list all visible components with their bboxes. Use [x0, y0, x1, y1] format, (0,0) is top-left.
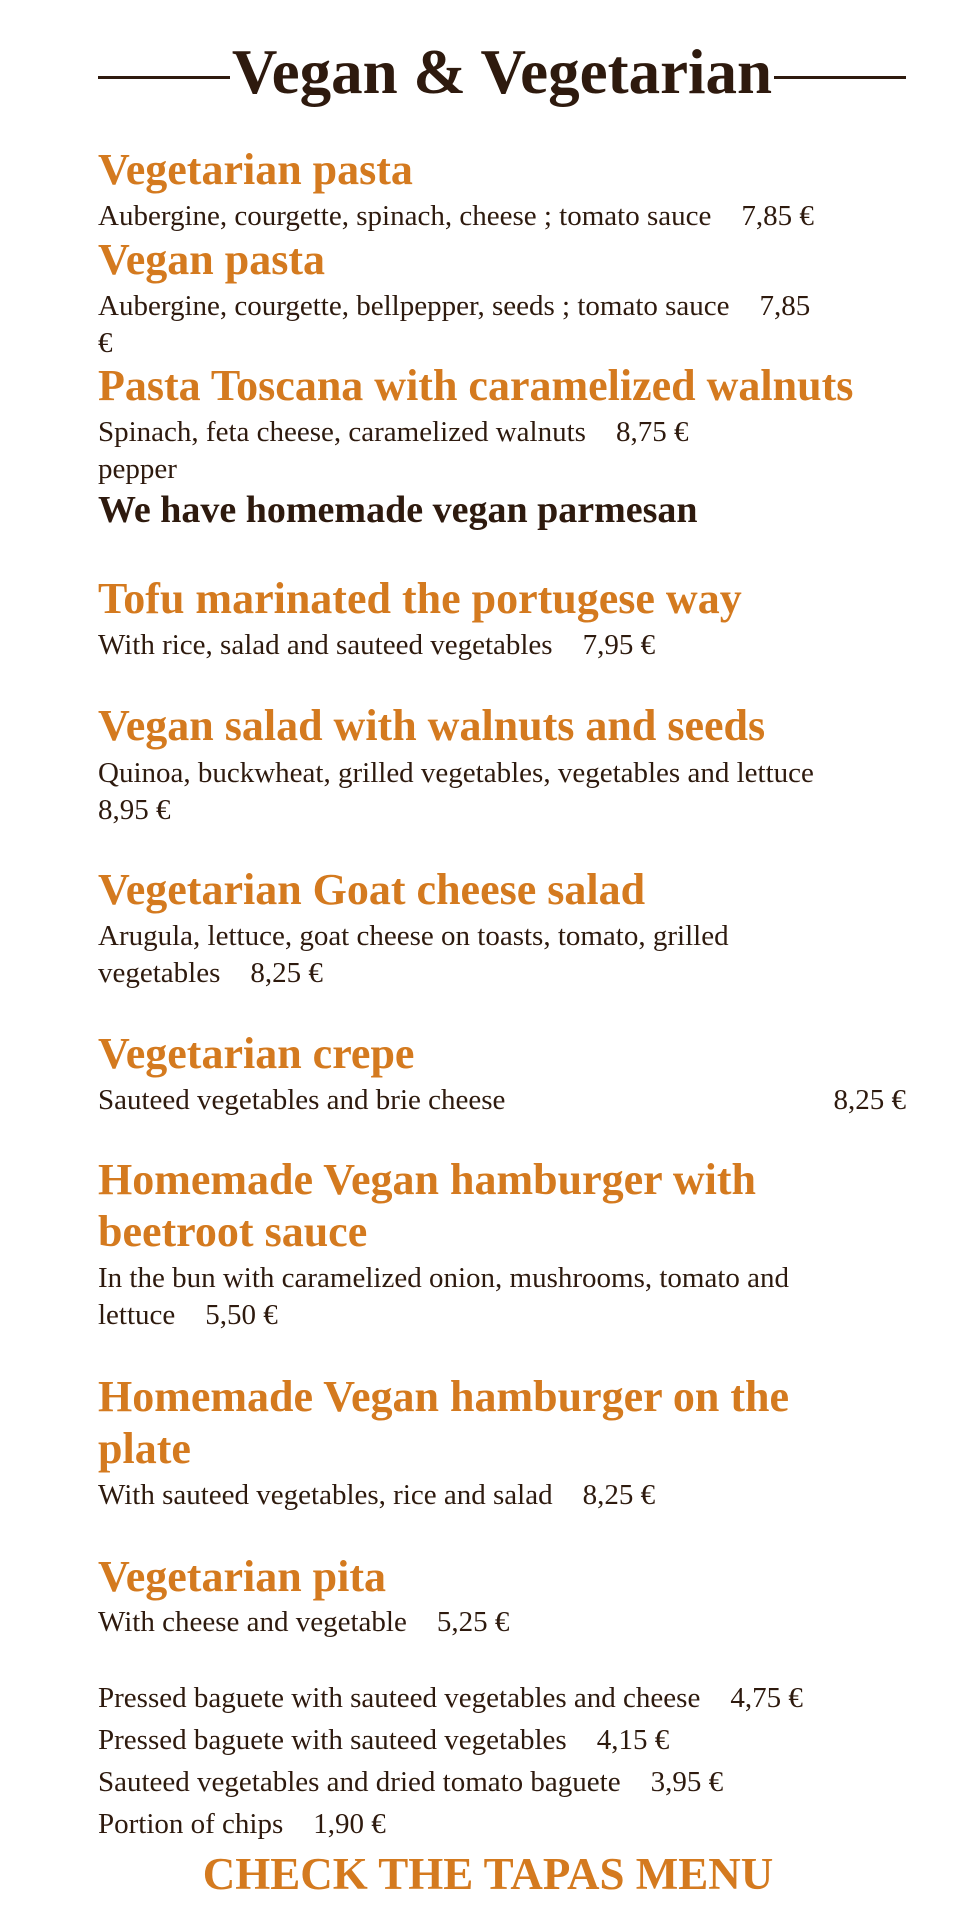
dish-description: [98, 198, 906, 235]
dish-description: [98, 955, 906, 992]
extra-desc: Pressed baguete with sauteed vegetables: [98, 1724, 567, 1756]
dish-description: [98, 288, 906, 325]
dish-name-line2: plate: [98, 1424, 191, 1473]
dish-price: 8,95 €: [98, 794, 171, 826]
dish-name: Tofu marinated the portugese way: [98, 574, 742, 623]
dish-name: Vegetarian crepe: [98, 1029, 415, 1078]
dish-name: Vegetarian Goat cheese salad: [98, 865, 646, 914]
dish-description: [98, 1477, 906, 1514]
dish-desc-text: Sauteed vegetables and brie cheese: [98, 1084, 506, 1116]
dish-price: 7,95 €: [582, 629, 656, 661]
extra-price: 4,75 €: [730, 1682, 803, 1714]
dish-desc-text: Spinach, feta cheese, caramelized walnuts: [98, 416, 586, 448]
dish-description: [98, 1604, 906, 1641]
dish-price: 5,25 €: [436, 1606, 510, 1638]
menu-header: [98, 37, 906, 107]
dish-description: [98, 414, 906, 451]
dish-description: Arugula, lettuce, goat cheese on toasts, tomato, grilled: [98, 920, 729, 952]
dish-name: Vegan salad with walnuts and seeds: [98, 701, 766, 750]
dish-price: 8,25 €: [833, 1084, 906, 1116]
title-rule-left: [98, 76, 230, 79]
extra-desc: Pressed baguete with sauteed vegetables and cheese: [98, 1682, 701, 1714]
dish-desc-text: With rice, salad and sauteed vegetables: [98, 629, 553, 661]
extra-item: [98, 1806, 386, 1843]
dish-name: Homemade Vegan hamburger on the: [98, 1372, 789, 1421]
dish-desc-text: vegetables: [98, 957, 221, 989]
dish-name: Vegan pasta: [98, 235, 325, 284]
extra-desc: Portion of chips: [98, 1808, 284, 1840]
dish-desc-text: With sauteed vegetables, rice and salad: [98, 1479, 553, 1511]
extra-item: [98, 1764, 723, 1801]
tapas-menu-link[interactable]: CHECK THE TAPAS MENU: [202, 1849, 774, 1899]
extra-item: [98, 1680, 803, 1717]
dish-description: [98, 1297, 906, 1334]
dish-description: [98, 1082, 906, 1119]
dish-price: 8,25 €: [582, 1479, 656, 1511]
parmesan-note: We have homemade vegan parmesan: [98, 489, 698, 531]
dish-description: Quinoa, buckwheat, grilled vegetables, vegetables and lettuce: [98, 757, 814, 789]
dish-name-line2: beetroot sauce: [98, 1207, 368, 1256]
dish-desc-text: Aubergine, courgette, bellpepper, seeds ; tomato sauce: [98, 290, 730, 322]
dish-price: 7,85 €: [741, 200, 814, 232]
dish-desc-tail: pepper: [98, 453, 177, 485]
page-title: Vegan & Vegetarian: [231, 37, 773, 107]
dish-name: Vegetarian pasta: [98, 145, 413, 194]
dish-desc-text: With cheese and vegetable: [98, 1606, 407, 1638]
dish-description: In the bun with caramelized onion, mushrooms, tomato and: [98, 1262, 790, 1294]
extra-item: [98, 1722, 669, 1759]
extra-desc: Sauteed vegetables and dried tomato baguete: [98, 1766, 621, 1798]
dish-price: 8,25 €: [250, 957, 323, 989]
title-rule-right: [774, 76, 906, 79]
extra-price: 3,95 €: [650, 1766, 724, 1798]
dish-price: 8,75 €: [615, 416, 689, 448]
dish-desc-text: Aubergine, courgette, spinach, cheese ; tomato sauce: [98, 200, 712, 232]
dish-price: 5,50 €: [205, 1299, 278, 1331]
dish-desc-text: lettuce: [98, 1299, 176, 1331]
dish-description: [98, 627, 906, 664]
extra-price: 1,90 €: [313, 1808, 386, 1840]
dish-price-tail: €: [98, 327, 113, 359]
dish-name: Vegetarian pita: [98, 1552, 387, 1601]
dish-price: 7,85: [759, 290, 811, 322]
dish-name: Homemade Vegan hamburger with: [98, 1155, 756, 1204]
dish-name: Pasta Toscana with caramelized walnuts: [98, 361, 854, 410]
extra-price: 4,15 €: [596, 1724, 670, 1756]
